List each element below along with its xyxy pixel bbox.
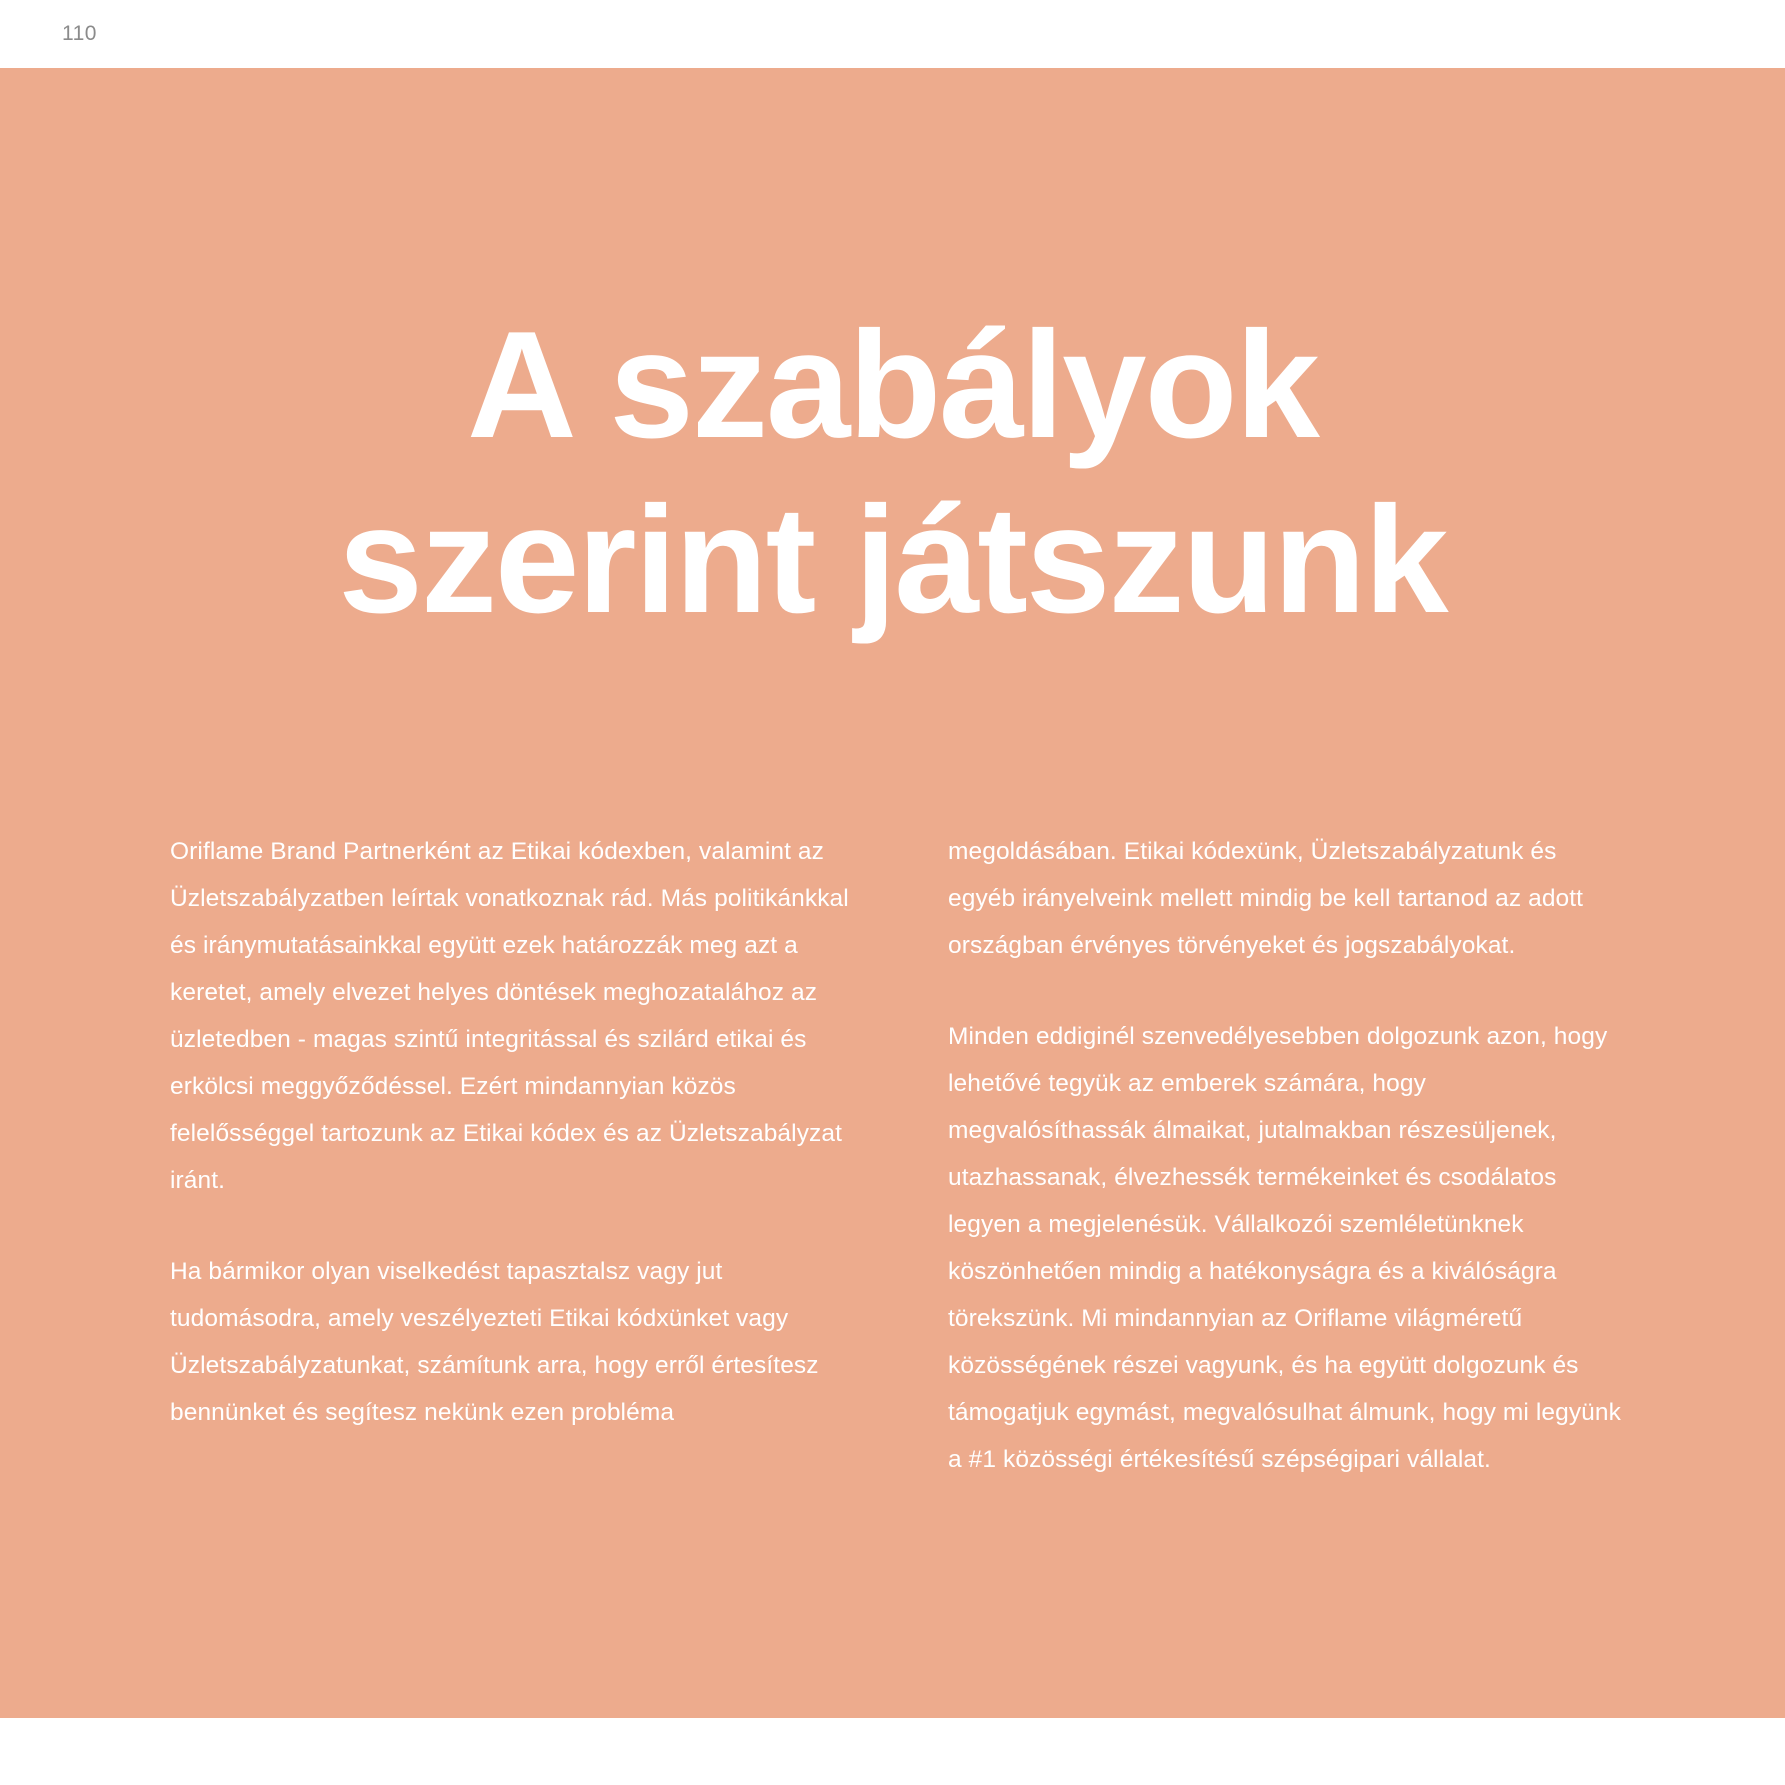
paragraph: Oriflame Brand Partnerként az Etikai kódexben, valamint az Üzletszabályzatben leírtak vonatkoznak rád. Más politikánkkal és iránymutatásainkkal együtt ezek határozzák meg azt a keretet, amely elvezet helyes döntések meghozatalához az üzletedben - magas szintű integritással és szilárd etikai és erkölcsi meggyőződéssel. Ezért mindannyian közös felelősséggel tartozunk az Etikai kódex és az Üzletszabályzat iránt. bbox=[170, 838, 849, 1195]
paragraph: megoldásában. Etikai kódexünk, Üzletszabályzatunk és egyéb irányelveink mellett mindig be kell tartanod az adott országban érvényes törvényeket és jogszabályokat. bbox=[948, 838, 1584, 960]
content-panel bbox=[0, 68, 1785, 1718]
left-column bbox=[170, 828, 852, 1483]
paragraph: Minden eddiginél szenvedélyesebben dolgozunk azon, hogy lehetővé tegyük az emberek számára, hogy megvalósíthassák álmaikat, jutalmakban részesüljenek, utazhassanak, élvezhessék termékeinket és csodálatos legyen a megjelenésük. Vállalkozói szemléletünknek köszönhetően mindig a hatékonyságra és a kiválóságra törekszünk. Mi mindannyian az Oriflame világméretű közösségének részei vagyunk, és ha együtt dolgozunk és támogatjuk egymást, megvalósulhat álmunk, hogy mi legyünk a #1 közösségi értékesítésű szépségipari vállalat. bbox=[948, 1023, 1621, 1474]
page-title-line-1: A szabályok bbox=[467, 300, 1318, 470]
page-title-line-2: szerint játszunk bbox=[338, 474, 1447, 645]
body-columns bbox=[170, 828, 1630, 1483]
right-column bbox=[948, 828, 1630, 1483]
page-number: 110 bbox=[62, 22, 97, 45]
paragraph: Ha bármikor olyan viselkedést tapasztalsz vagy jut tudomásodra, amely veszélyezteti Etikai kódxünket vagy Üzletszabályzatunkat, számítunk arra, hogy erről értesítesz bennünket és segítesz nekünk ezen probléma bbox=[170, 1258, 819, 1427]
page-title bbox=[0, 298, 1785, 648]
